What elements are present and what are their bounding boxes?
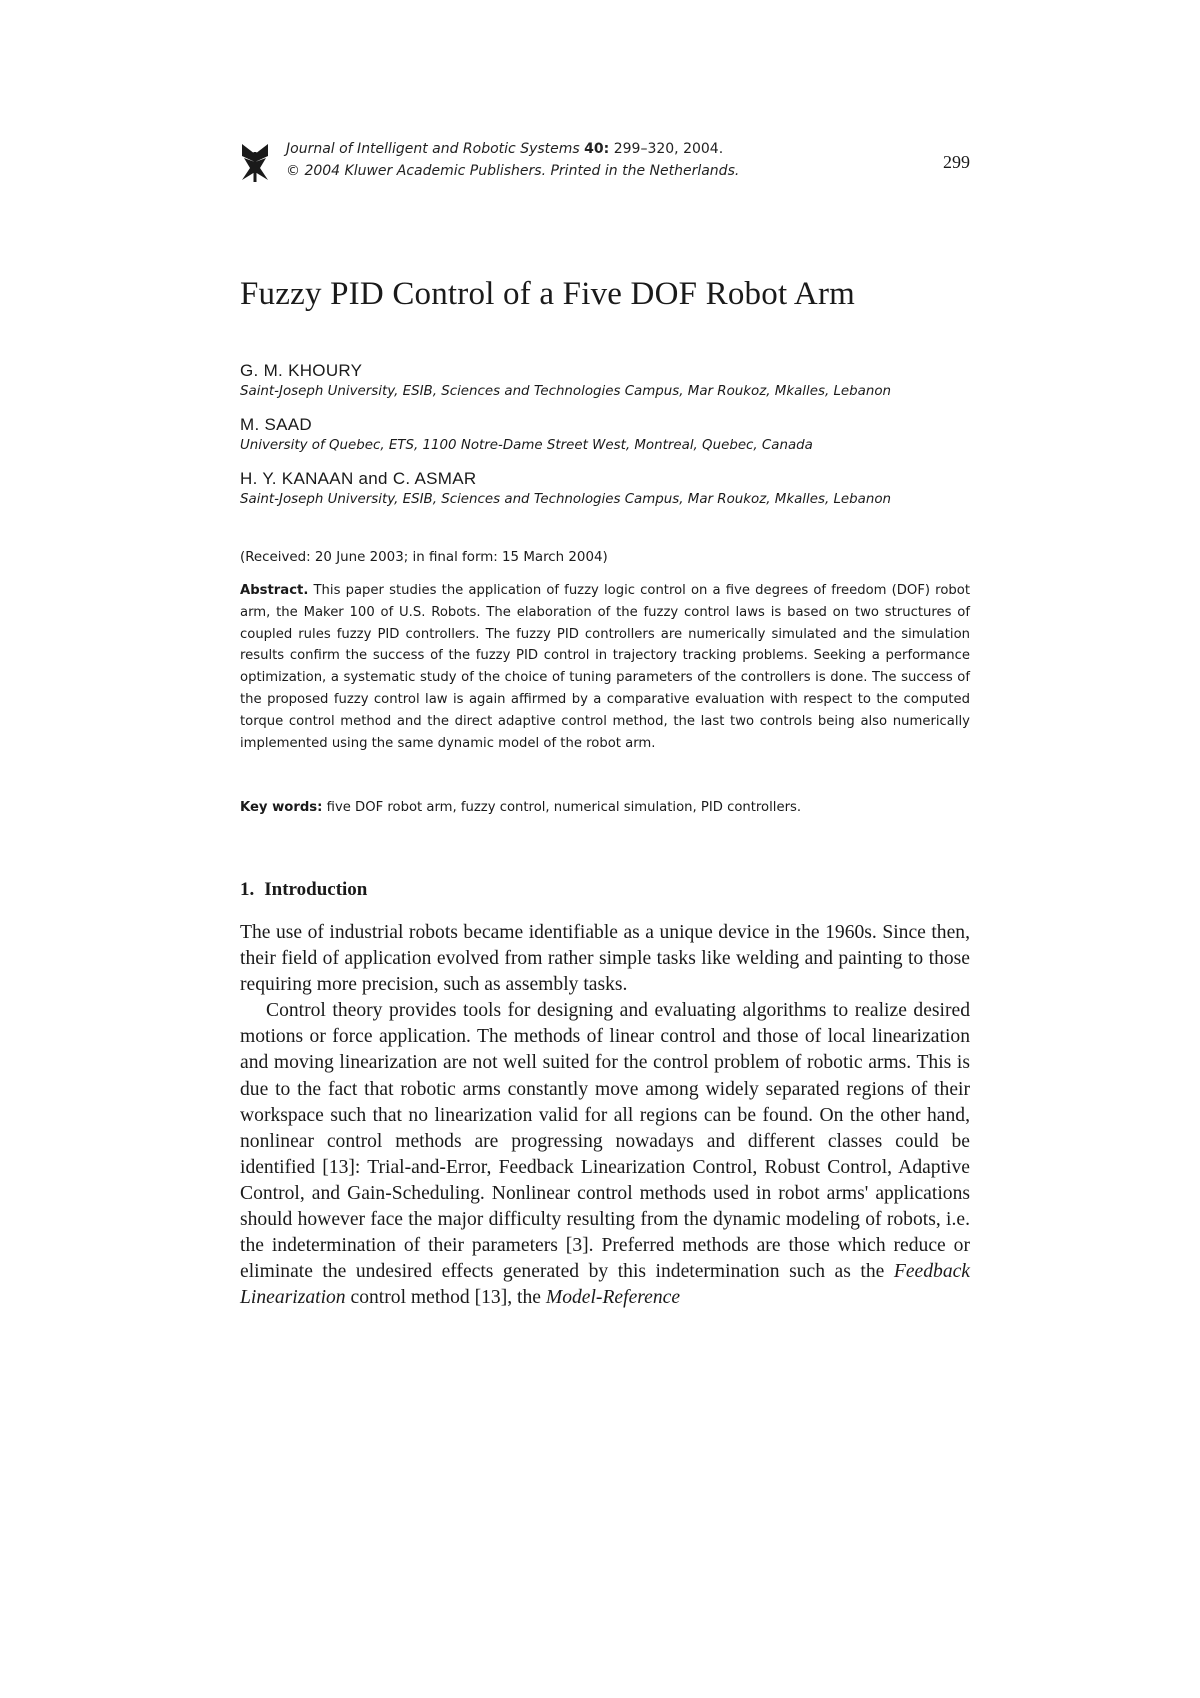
copyright-symbol: ©	[286, 163, 300, 179]
abstract	[240, 580, 970, 754]
author-name: H. Y. KANAAN and C. ASMAR	[240, 469, 477, 488]
page-number: 299	[943, 152, 970, 172]
journal-header	[240, 138, 970, 198]
journal-citation	[286, 138, 739, 182]
abstract-text: This paper studies the application of fuzzy logic control on a five degrees of freedom (DOF) robot arm, the Maker 100 of U.S. Robots. The elaboration of the fuzzy control laws is based on two structures of coupled rules fuzzy PID controllers. The fuzzy PID controllers are numerically simulated and the simulation results confirm the success of the fuzzy PID control in trajectory tracking problems. Seeking a performance optimization, a systematic study of the choice of tuning parameters of the controllers is done. The success of the proposed fuzzy control law is again affirmed by a comparative evaluation with respect to the computed torque control method and the direct adaptive control method, the last two controls being also numerically implemented using the same dynamic model of the robot arm.	[240, 583, 970, 751]
abstract-label: Abstract.	[240, 583, 309, 598]
paragraph-text: Control theory provides tools for designing and evaluating algorithms to realize desired motions or force application. The methods of linear control and those of local linearization and moving linearization are not well suited for the control problem of robotic arms. This is due to the fact that robotic arms constantly move among widely separated regions of their workspace such that no linearization valid for all regions can be found. On the other hand, nonlinear control methods are progressing nowadays and different classes could be identified [13]: Trial-and-Error, Feedback Linearization Control, Robust Control, Adaptive Control, and Gain-Scheduling. Nonlinear control methods used in robot arms' applications should however face the major difficulty resulting from the dynamic modeling of robots, i.e. the indetermination of their parameters [3]. Preferred methods are those which reduce or eliminate the undesired effects generated by this indetermination such as the	[240, 1000, 970, 1283]
received-dates: (Received: 20 June 2003; in final form: 15 March 2004)	[240, 550, 608, 565]
journal-name: Journal of Intelligent and Robotic Systems	[286, 141, 580, 157]
journal-volume: 40:	[584, 141, 610, 157]
keywords-text: five DOF robot arm, fuzzy control, numerical simulation, PID controllers.	[326, 800, 802, 815]
journal-line-1	[286, 138, 739, 160]
body-text	[240, 920, 970, 1311]
paper-title: Fuzzy PID Control of a Five DOF Robot Arm	[240, 276, 856, 312]
keywords	[240, 797, 970, 818]
keywords-label: Key words:	[240, 800, 323, 815]
italic-term: Feedback Linearization	[240, 1261, 971, 1309]
section-title: Introduction	[264, 879, 368, 900]
section-heading	[240, 878, 367, 902]
journal-pages-year: 299–320, 2004.	[613, 141, 724, 157]
journal-line-2	[286, 160, 739, 182]
publisher-logo-icon	[240, 142, 270, 184]
paragraph	[240, 998, 970, 1311]
italic-term: Model-Reference	[545, 1287, 681, 1309]
section-number: 1.	[240, 879, 255, 900]
author-affiliation: University of Quebec, ETS, 1100 Notre-Dame Street West, Montreal, Quebec, Canada	[240, 438, 813, 453]
paragraph-text: control method [13], the	[350, 1287, 541, 1309]
author-name: G. M. KHOURY	[240, 361, 363, 380]
author-block	[240, 360, 980, 522]
author-affiliation: Saint-Joseph University, ESIB, Sciences and Technologies Campus, Mar Roukoz, Mkalles, Lebanon	[240, 384, 892, 399]
author-affiliation: Saint-Joseph University, ESIB, Sciences and Technologies Campus, Mar Roukoz, Mkalles, Lebanon	[240, 492, 892, 507]
copyright-text: 2004 Kluwer Academic Publishers. Printed in the Netherlands.	[304, 163, 740, 179]
author-name: M. SAAD	[240, 415, 313, 434]
paragraph: The use of industrial robots became identifiable as a unique device in the 1960s. Since then, their field of application evolved from rather simple tasks like welding and painting to those requiring more precision, such as assembly tasks.	[240, 922, 970, 996]
